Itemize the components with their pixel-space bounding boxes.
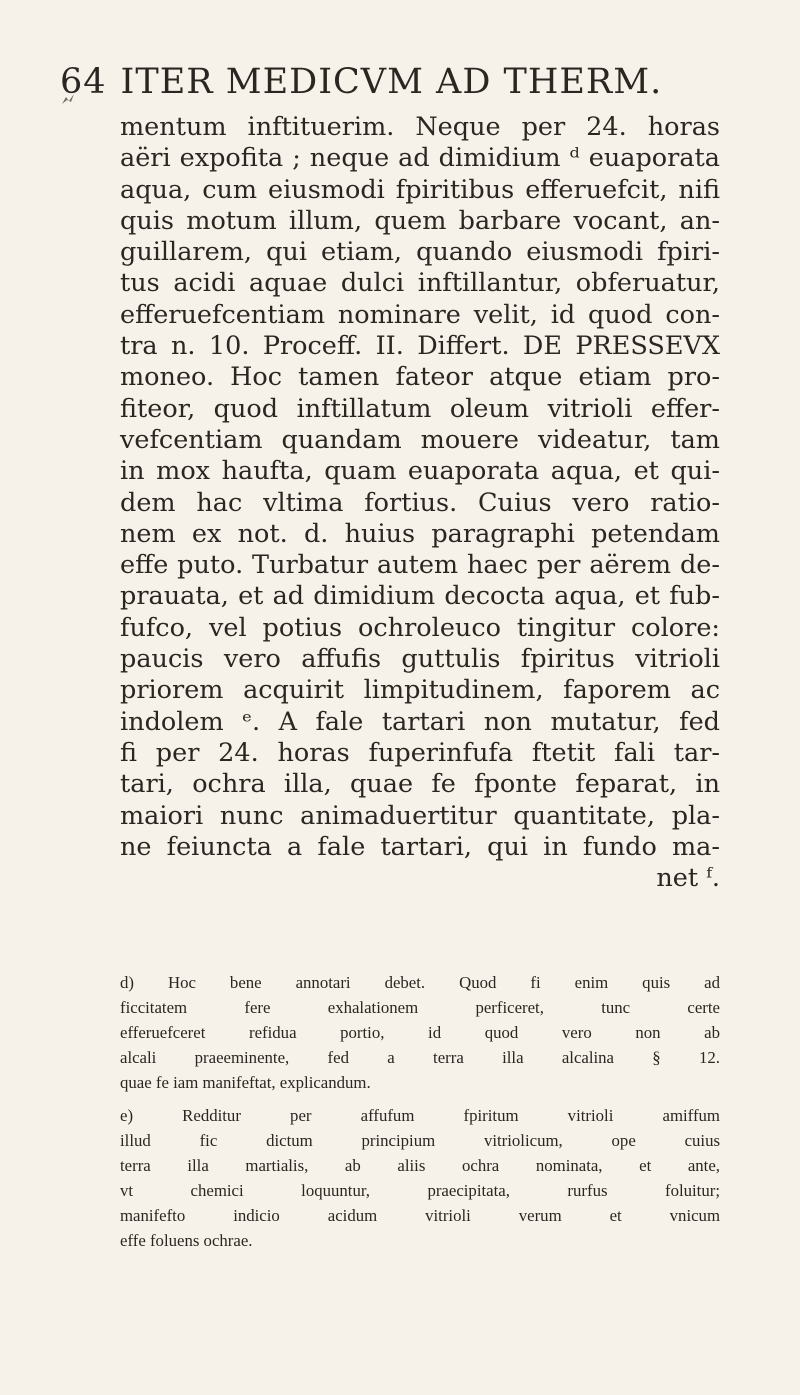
text-line: net ᶠ.	[656, 863, 720, 894]
footnote-line: ficcitatem fere exhalationem perficeret, tunc certe	[120, 998, 720, 1017]
footnote-d	[120, 970, 720, 1095]
text-line: fufco, vel potius ochroleuco tingitur colore:	[120, 612, 720, 643]
text-line: indolem ᵉ. A fale tartari non mutatur, fed	[120, 706, 720, 737]
running-title: ITER MEDICVM AD THERM.	[120, 62, 663, 102]
footnote-line: vt chemici loquuntur, praecipitata, rurfus foluitur;	[120, 1181, 720, 1200]
text-line: quis motum illum, quem barbare vocant, an-	[120, 205, 720, 236]
text-line: nem ex not. d. huius paragraphi petendam	[120, 518, 720, 549]
text-line: ne feiuncta a fale tartari, qui in fundo ma-	[120, 831, 720, 862]
footnote-line: manifefto indicio acidum vitrioli verum et vnicum	[120, 1206, 720, 1225]
footnote-line: effe foluens ochrae.	[120, 1231, 253, 1250]
footnote-line: terra illa martialis, ab aliis ochra nominata, et ante,	[120, 1156, 720, 1175]
text-line: efferuefcentiam nominare velit, id quod con-	[120, 299, 720, 330]
text-line: vefcentiam quandam mouere videatur, tam	[120, 424, 720, 455]
text-line: priorem acquirit limpitudinem, faporem ac	[120, 675, 720, 706]
text-line: tra n. 10. Proceff. II. Differt. DE PRESSEVX	[120, 331, 720, 362]
text-line: mentum inftituerim. Neque per 24. horas	[120, 112, 720, 142]
text-line: in mox haufta, quam euaporata aqua, et qui-	[120, 456, 720, 487]
text-line: fiteor, quod inftillatum oleum vitrioli effer-	[120, 393, 720, 424]
footnote-line: efferuefceret refidua portio, id quod vero non ab	[120, 1023, 720, 1042]
main-text	[120, 112, 720, 894]
text-line: aëri expofita ; neque ad dimidium ᵈ euaporata	[120, 143, 720, 174]
text-line: tari, ochra illa, quae fe fponte feparat, in	[120, 769, 720, 800]
running-header	[60, 62, 740, 102]
footnotes	[120, 970, 720, 1261]
footnote-e	[120, 1103, 720, 1253]
footnote-line: d) Hoc bene annotari debet. Quod fi enim quis ad	[120, 973, 720, 992]
text-line: paucis vero affufis guttulis fpiritus vitrioli	[120, 644, 720, 675]
text-line: fi per 24. horas fuperinfufa ftetit fali tar-	[120, 737, 720, 768]
text-line: dem hac vltima fortius. Cuius vero ratio-	[120, 487, 720, 518]
text-line: maiori nunc animaduertitur quantitate, pla-	[120, 800, 720, 831]
page-number: 64	[60, 62, 107, 102]
footnote-line: alcali praeeminente, fed a terra illa alcalina § 12.	[120, 1048, 720, 1067]
text-line: moneo. Hoc tamen fateor atque etiam pro-	[120, 362, 720, 393]
footnote-line: quae fe iam manifeftat, explicandum.	[120, 1073, 371, 1092]
text-line: tus acidi aquae dulci inftillantur, obferuatur,	[120, 268, 720, 299]
footnote-line: illud fic dictum principium vitriolicum, ope cuius	[120, 1131, 720, 1150]
text-line: aqua, cum eiusmodi fpiritibus efferuefcit, nifi	[120, 174, 720, 205]
text-line: prauata, et ad dimidium decocta aqua, et fub-	[120, 581, 720, 612]
text-line: guillarem, qui etiam, quando eiusmodi fpiri-	[120, 237, 720, 268]
footnote-line: e) Redditur per affufum fpiritum vitrioli amiffum	[120, 1106, 720, 1125]
text-line: effe puto. Turbatur autem haec per aërem de-	[120, 550, 720, 581]
